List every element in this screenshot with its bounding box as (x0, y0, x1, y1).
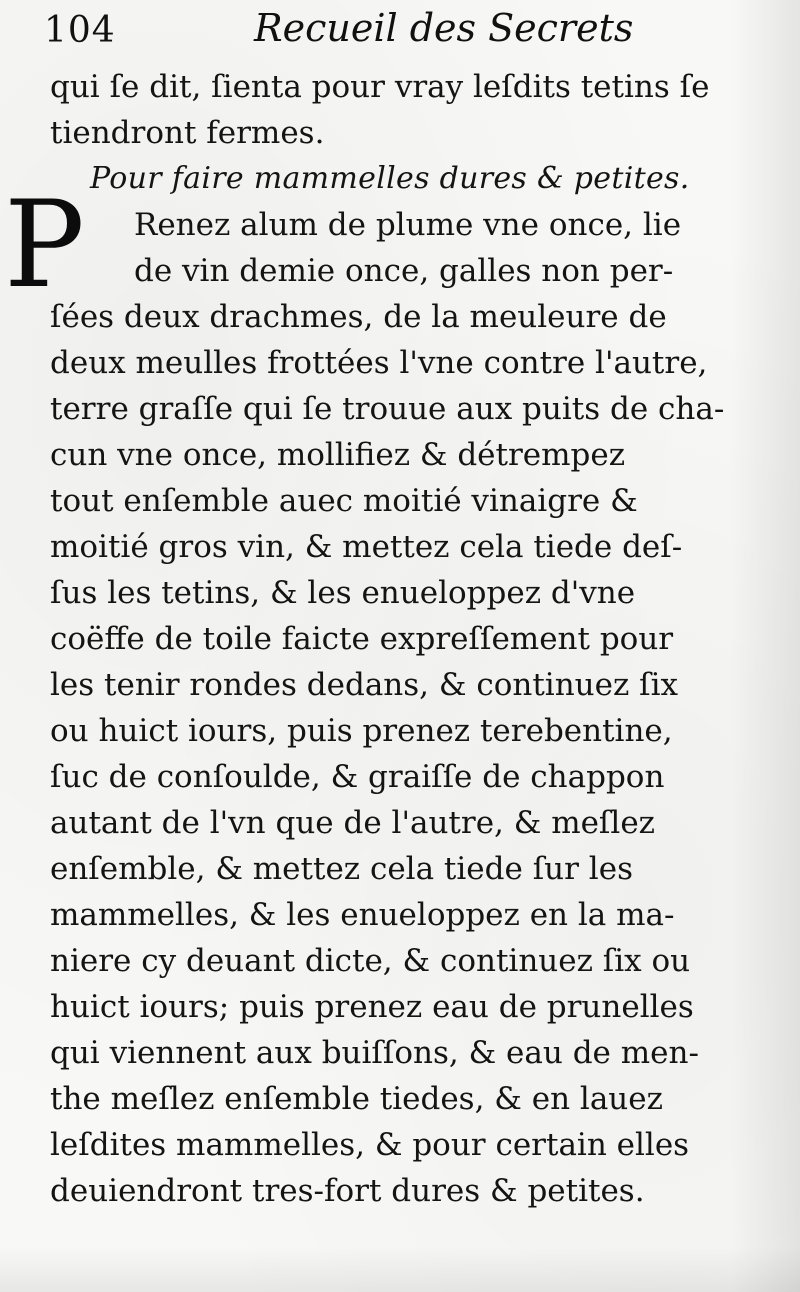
running-head: Recueil des Secrets (254, 6, 634, 50)
text-line: de vin demie once, galles non per- (134, 253, 674, 289)
text-line: moitié gros vin, & mettez cela tiede deſ- (50, 529, 683, 565)
text-line: deuiendront tres-fort dures & petites. (50, 1173, 645, 1209)
section-heading: Pour faire mammelles dures & petites. (90, 161, 690, 196)
text-line: ou huict iours, puis prenez terebentine, (50, 713, 673, 749)
text-line: qui viennent aux buiſſons, & eau de men- (50, 1035, 699, 1071)
text-line: coëffe de toile faicte expreſſement pour (50, 621, 674, 657)
text-line: ſuc de conſoulde, & graiſſe de chappon (50, 759, 665, 795)
text-line: terre graſſe qui ſe trouue aux puits de cha- (50, 391, 725, 427)
text-line: the meſlez enſemble tiedes, & en lauez (50, 1081, 663, 1117)
text-line: leſdites mammelles, & pour certain elles (50, 1127, 690, 1163)
text-line: niere cy deuant dicte, & continuez ſix ou (50, 943, 691, 979)
text-line: deux meulles frottées l'vne contre l'autre, (50, 345, 708, 381)
text-line: cun vne once, mollifiez & détrempez (50, 437, 626, 473)
page-number: 104 (44, 10, 116, 51)
text-line: autant de l'vn que de l'autre, & meſlez (50, 805, 655, 841)
text-line: ſées deux drachmes, de la meuleure de (50, 299, 667, 335)
text-line: qui ſe dit, ſienta pour vray leſdits tetins ſe (50, 69, 710, 105)
text-block (50, 64, 760, 1214)
text-line: mammelles, & les enueloppez en la ma- (50, 897, 675, 933)
text-line: huict iours; puis prenez eau de prunelles (50, 989, 694, 1025)
text-line: les tenir rondes dedans, & continuez ſix (50, 667, 679, 703)
text-line: tout enſemble auec moitié vinaigre & (50, 483, 638, 519)
bottom-shadow (0, 1246, 800, 1292)
text-line: tiendront fermes. (50, 115, 325, 151)
text-line: enſemble, & mettez cela tiede ſur les (50, 851, 633, 887)
text-line: ſus les tetins, & les enueloppez d'vne (50, 575, 636, 611)
page-header (44, 2, 764, 60)
text-line: Renez alum de plume vne once, lie (134, 207, 682, 243)
drop-cap: P (4, 176, 85, 315)
